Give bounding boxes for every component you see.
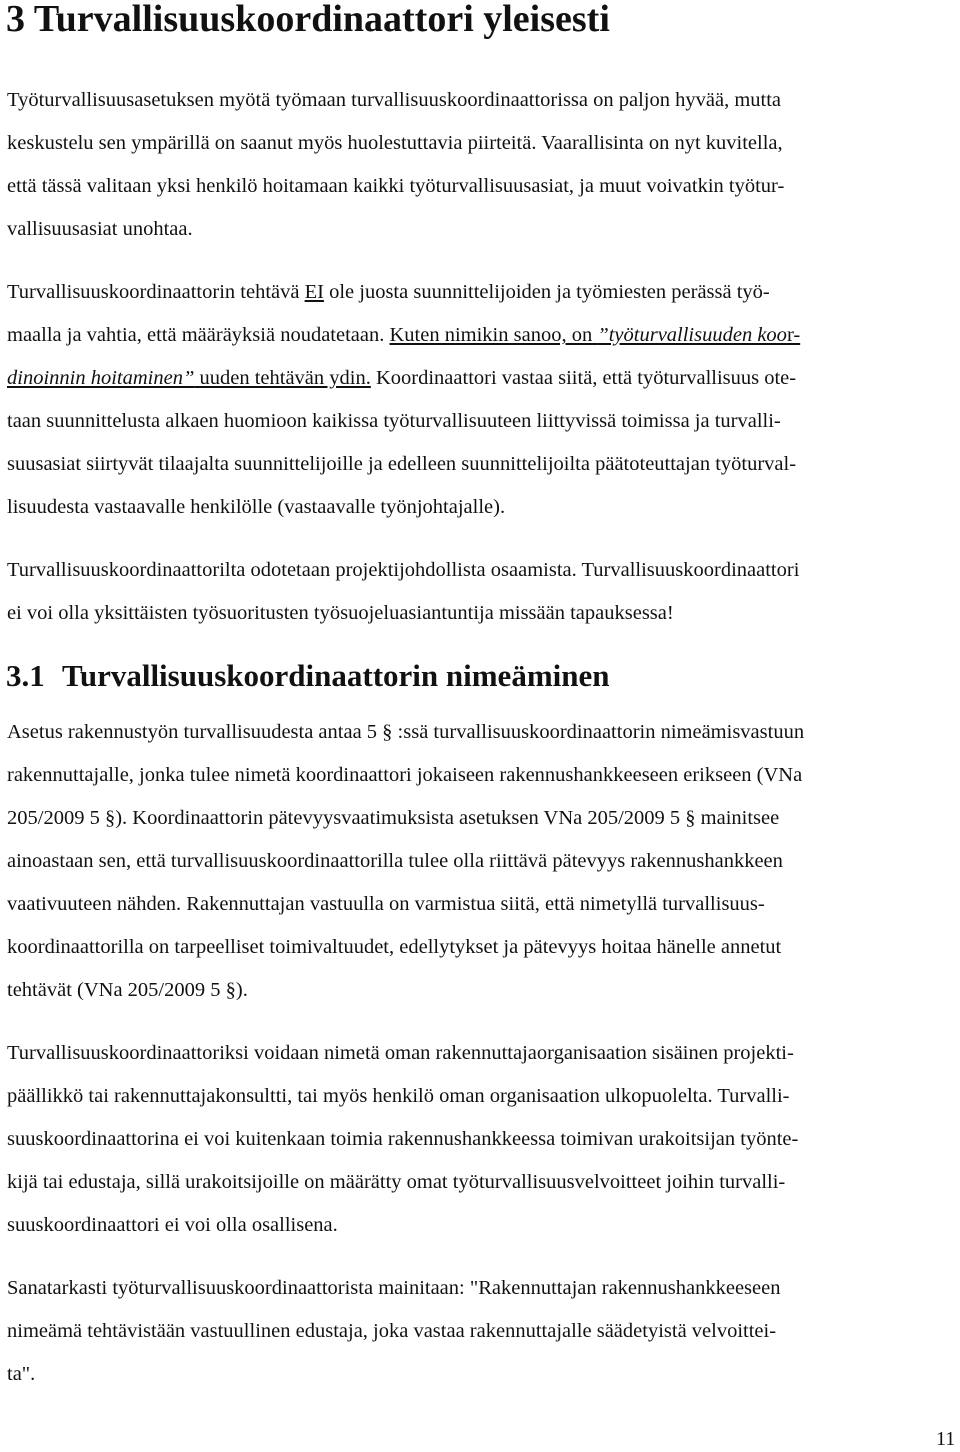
text-run: ole juosta suunnittelijoiden ja työmiesten perässä työ- — [323, 281, 770, 303]
text-run: taan suunnittelusta alkaen huomioon kaikissa työturvallisuuteen liittyvissä toimissa ja turvalli- — [7, 410, 781, 432]
text-run: maalla ja vahtia, että määräyksiä noudatetaan. — [7, 324, 390, 346]
text-line — [7, 278, 770, 306]
text-run: lisuudesta vastaavalle henkilölle (vastaavalle työnjohtajalle). — [7, 496, 506, 518]
text-line — [7, 364, 796, 392]
text-line — [7, 933, 781, 961]
text-line — [7, 976, 248, 1004]
text-run: Asetus rakennustyön turvallisuudesta antaa 5 § :ssä turvallisuuskoordinaattorin nimeämisvastuun — [7, 721, 805, 743]
text-line — [7, 1274, 780, 1302]
subsection-heading — [6, 656, 610, 696]
text-run: suuskoordinaattorina ei voi kuitenkaan toimia rakennushankkeessa toimivan urakoitsijan työnte- — [7, 1128, 799, 1150]
text-line — [7, 321, 800, 349]
text-line — [7, 1125, 798, 1153]
text-line — [7, 450, 796, 478]
text-run: Turvallisuuskoordinaattoriksi voidaan nimetä oman rakennuttajaorganisaation sisäinen projekti- — [7, 1042, 794, 1064]
text-line — [7, 1360, 35, 1388]
text-run: dinoinnin hoitaminen” — [7, 367, 195, 389]
text-run: vallisuusasiat unohtaa. — [7, 218, 193, 240]
text-run: uuden tehtävän ydin. — [194, 367, 371, 389]
text-line — [7, 761, 802, 789]
text-run: Kuten nimikin sanoo, on — [389, 324, 598, 346]
text-run: rakennuttajalle, jonka tulee nimetä koordinaattori jokaiseen rakennushankkeeseen erikseen (VNa — [7, 764, 803, 786]
text-run: Työturvallisuusasetuksen myötä työmaan turvallisuuskoordinaattorissa on paljon hyvää, mutta — [7, 89, 782, 111]
text-line — [7, 407, 781, 435]
text-line — [7, 1082, 789, 1110]
subsection-title: Turvallisuuskoordinaattorin nimeäminen — [62, 658, 610, 693]
text-run: r- — [786, 324, 801, 346]
text-run: Turvallisuuskoordinaattorin tehtävä — [7, 281, 305, 303]
text-line — [7, 847, 783, 875]
text-line — [7, 493, 505, 521]
text-run: suuskoordinaattori ei voi olla osallisena. — [7, 1214, 338, 1236]
text-line — [7, 1168, 785, 1196]
text-line — [7, 172, 784, 200]
text-line — [7, 718, 804, 746]
text-run: EI — [304, 281, 324, 303]
text-run: että tässä valitaan yksi henkilö hoitamaan kaikki työturvallisuusasiat, ja muut voivatkin työtur- — [7, 175, 785, 197]
text-run: ta". — [7, 1363, 36, 1385]
subsection-number: 3.1 — [6, 658, 45, 693]
text-run: vaativuuteen nähden. Rakennuttajan vastuulla on varmistua siitä, että nimetyllä turvallisuus- — [7, 893, 765, 915]
text-line — [7, 1317, 776, 1345]
text-run: koordinaattorilla on tarpeelliset toimivaltuudet, edellytykset ja pätevyys hoitaa hänelle annetut — [7, 936, 782, 958]
text-line — [7, 129, 783, 157]
text-line — [7, 599, 674, 627]
text-run: ”työturvallisuuden koo — [597, 324, 787, 346]
text-run: kijä tai edustaja, sillä urakoitsijoille on määrätty omat työturvallisuusvelvoitteet joihin turvalli- — [7, 1171, 786, 1193]
text-run: keskustelu sen ympärillä on saanut myös huolestuttavia piirteitä. Vaarallisinta on nyt kuvitella, — [7, 132, 783, 154]
text-line — [7, 215, 193, 243]
text-run: tehtävät (VNa 205/2009 5 §). — [7, 979, 248, 1001]
text-line — [7, 1039, 794, 1067]
section-heading: 3 Turvallisuuskoordinaattori yleisesti — [6, 0, 610, 40]
text-line — [7, 804, 779, 832]
text-run: Sanatarkasti työturvallisuuskoordinaattorista mainitaan: "Rakennuttajan rakennushankkeeseen — [7, 1277, 781, 1299]
text-run: nimeämä tehtävistään vastuullinen edustaja, joka vastaa rakennuttajalle säädetyistä velvoittei- — [7, 1320, 777, 1342]
text-line — [7, 1211, 338, 1239]
text-line — [7, 86, 781, 114]
text-run: ei voi olla yksittäisten työsuoritusten työsuojeluasiantuntija missään tapauksessa! — [7, 602, 674, 624]
text-line — [7, 890, 765, 918]
text-line — [7, 556, 799, 584]
text-run: päällikkö tai rakennuttajakonsultti, tai myös henkilö oman organisaation ulkopuolelta. Turvalli- — [7, 1085, 790, 1107]
text-run: 205/2009 5 §). Koordinaattorin pätevyysvaatimuksista asetuksen VNa 205/2009 5 § mainitsee — [7, 807, 780, 829]
page-number: 11 — [936, 1428, 956, 1450]
text-run: ainoastaan sen, että turvallisuuskoordinaattorilla tulee olla riittävä pätevyys rakennushankkeen — [7, 850, 783, 872]
text-run: Koordinaattori vastaa siitä, että työturvallisuus ote- — [370, 367, 797, 389]
text-run: Turvallisuuskoordinaattorilta odotetaan projektijohdollista osaamista. Turvallisuuskoordinaattori — [7, 559, 800, 581]
text-run: suusasiat siirtyvät tilaajalta suunnittelijoille ja edelleen suunnittelijoilta päätoteuttajan työturval- — [7, 453, 797, 475]
